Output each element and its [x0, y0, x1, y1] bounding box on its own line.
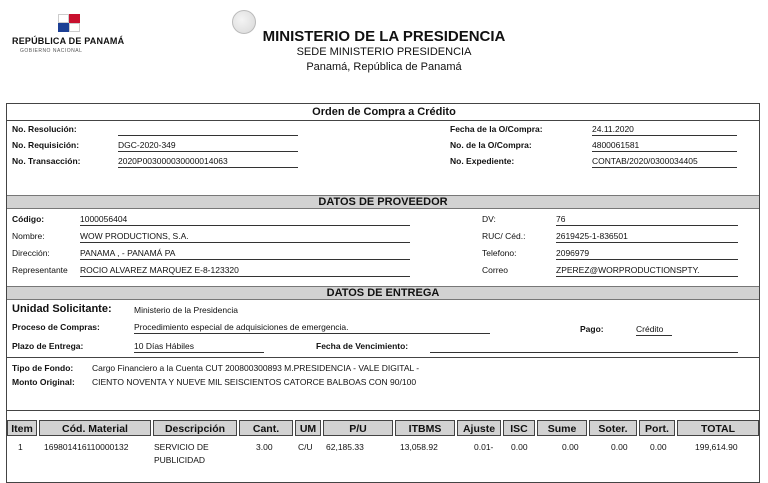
vencimiento-label: Fecha de Vencimiento: — [316, 341, 409, 351]
th-itbms: ITBMS — [395, 420, 455, 436]
th-isc: ISC — [503, 420, 535, 436]
fecha-label: Fecha de la O/Compra: — [450, 124, 543, 134]
header-subtitle: SEDE MINISTERIO PRESIDENCIA — [296, 46, 472, 58]
row-total: 199,614.90 — [695, 442, 738, 452]
plazo-label: Plazo de Entrega: — [12, 341, 84, 351]
nombre-value: WOW PRODUCTIONS, S.A. — [80, 231, 410, 243]
row-codigo: 169801416110000132 — [44, 442, 129, 452]
requisicion-label: No. Requisición: — [12, 140, 80, 150]
entrega-band — [7, 286, 759, 300]
transaccion-label: No. Transacción: — [12, 156, 81, 166]
page-title: MINISTERIO DE LA PRESIDENCIA — [262, 28, 506, 45]
th-pu: P/U — [323, 420, 393, 436]
ruc-label: RUC/ Céd.: — [482, 231, 526, 241]
th-um: UM — [295, 420, 321, 436]
row-itbms: 13,058.92 — [400, 442, 438, 452]
ruc-value: 2619425-1-836501 — [556, 231, 738, 243]
requisicion-value: DGC-2020-349 — [118, 140, 298, 152]
nombre-label: Nombre: — [12, 231, 45, 241]
correo-label: Correo — [482, 265, 508, 275]
row-cant: 3.00 — [256, 442, 273, 452]
unidad-value: Ministerio de la Presidencia — [134, 305, 238, 315]
monto-label: Monto Original: — [12, 377, 75, 387]
divider — [7, 357, 759, 358]
vencimiento-value — [430, 341, 738, 353]
direccion-value: PANAMA , - PANAMÁ PA — [80, 248, 410, 260]
divider — [7, 410, 759, 411]
fondo-label: Tipo de Fondo: — [12, 363, 74, 373]
row-ajuste: 0.01- — [474, 442, 494, 452]
row-um: C/U — [298, 442, 313, 452]
transaccion-value: 2020P003000030000014063 — [118, 156, 298, 168]
th-item: Item — [7, 420, 37, 436]
row-desc-line2: PUBLICIDAD — [154, 455, 206, 465]
pago-label: Pago: — [580, 324, 604, 334]
proveedor-title: DATOS DE PROVEEDOR — [318, 196, 448, 208]
row-port: 0.00 — [650, 442, 667, 452]
th-ajuste: Ajuste — [457, 420, 501, 436]
row-pu: 62,185.33 — [326, 442, 364, 452]
ocompra-label: No. de la O/Compra: — [450, 140, 532, 150]
unidad-label: Unidad Solicitante: — [12, 303, 112, 315]
logo-subtitle: GOBIERNO NACIONAL — [20, 48, 83, 54]
proceso-label: Proceso de Compras: — [12, 322, 100, 332]
expediente-value: CONTAB/2020/0300034405 — [592, 156, 737, 168]
plazo-value: 10 Días Hábiles — [134, 341, 264, 353]
representante-label: Representante — [12, 265, 68, 275]
header-location: Panamá, República de Panamá — [306, 61, 462, 73]
resolucion-label: No. Resolución: — [12, 124, 77, 134]
entrega-title: DATOS DE ENTREGA — [326, 287, 440, 299]
th-total: TOTAL — [677, 420, 759, 436]
codigo-value: 1000056404 — [80, 214, 410, 226]
expediente-label: No. Expediente: — [450, 156, 515, 166]
th-cant: Cant. — [239, 420, 293, 436]
dv-label: DV: — [482, 214, 496, 224]
ocompra-value: 4800061581 — [592, 140, 737, 152]
row-desc-line1: SERVICIO DE — [154, 442, 209, 452]
dv-value: 76 — [556, 214, 738, 226]
th-sume: Sume — [537, 420, 587, 436]
telefono-label: Telefono: — [482, 248, 517, 258]
telefono-value: 2096979 — [556, 248, 738, 260]
row-isc: 0.00 — [511, 442, 528, 452]
direccion-label: Dirección: — [12, 248, 50, 258]
th-soter: Soter. — [589, 420, 637, 436]
fecha-value: 24.11.2020 — [592, 124, 737, 136]
divider — [7, 120, 759, 121]
th-port: Port. — [639, 420, 675, 436]
codigo-label: Código: — [12, 214, 45, 224]
fondo-value: Cargo Financiero a la Cuenta CUT 200800300893 M.PRESIDENCIA - VALE DIGITAL - — [92, 363, 420, 373]
th-descripcion: Descripción — [153, 420, 237, 436]
representante-value: ROCIO ALVAREZ MARQUEZ E-8-123320 — [80, 265, 410, 277]
row-sume: 0.00 — [562, 442, 579, 452]
pago-value: Crédito — [636, 324, 672, 336]
logo-title: REPÚBLICA DE PANAMÁ — [12, 36, 125, 46]
row-soter: 0.00 — [611, 442, 628, 452]
row-item: 1 — [18, 442, 23, 452]
th-codigo: Cód. Material — [39, 420, 151, 436]
proceso-value: Procedimiento especial de adquisiciones de emergencia. — [134, 322, 490, 334]
monto-value: CIENTO NOVENTA Y NUEVE MIL SEISCIENTOS CATORCE BALBOAS CON 90/100 — [92, 377, 417, 387]
resolucion-value — [118, 124, 298, 136]
order-title: Orden de Compra a Crédito — [312, 106, 456, 118]
correo-value: ZPEREZ@WORPRODUCTIONSPTY. — [556, 265, 738, 277]
proveedor-band — [7, 195, 759, 209]
